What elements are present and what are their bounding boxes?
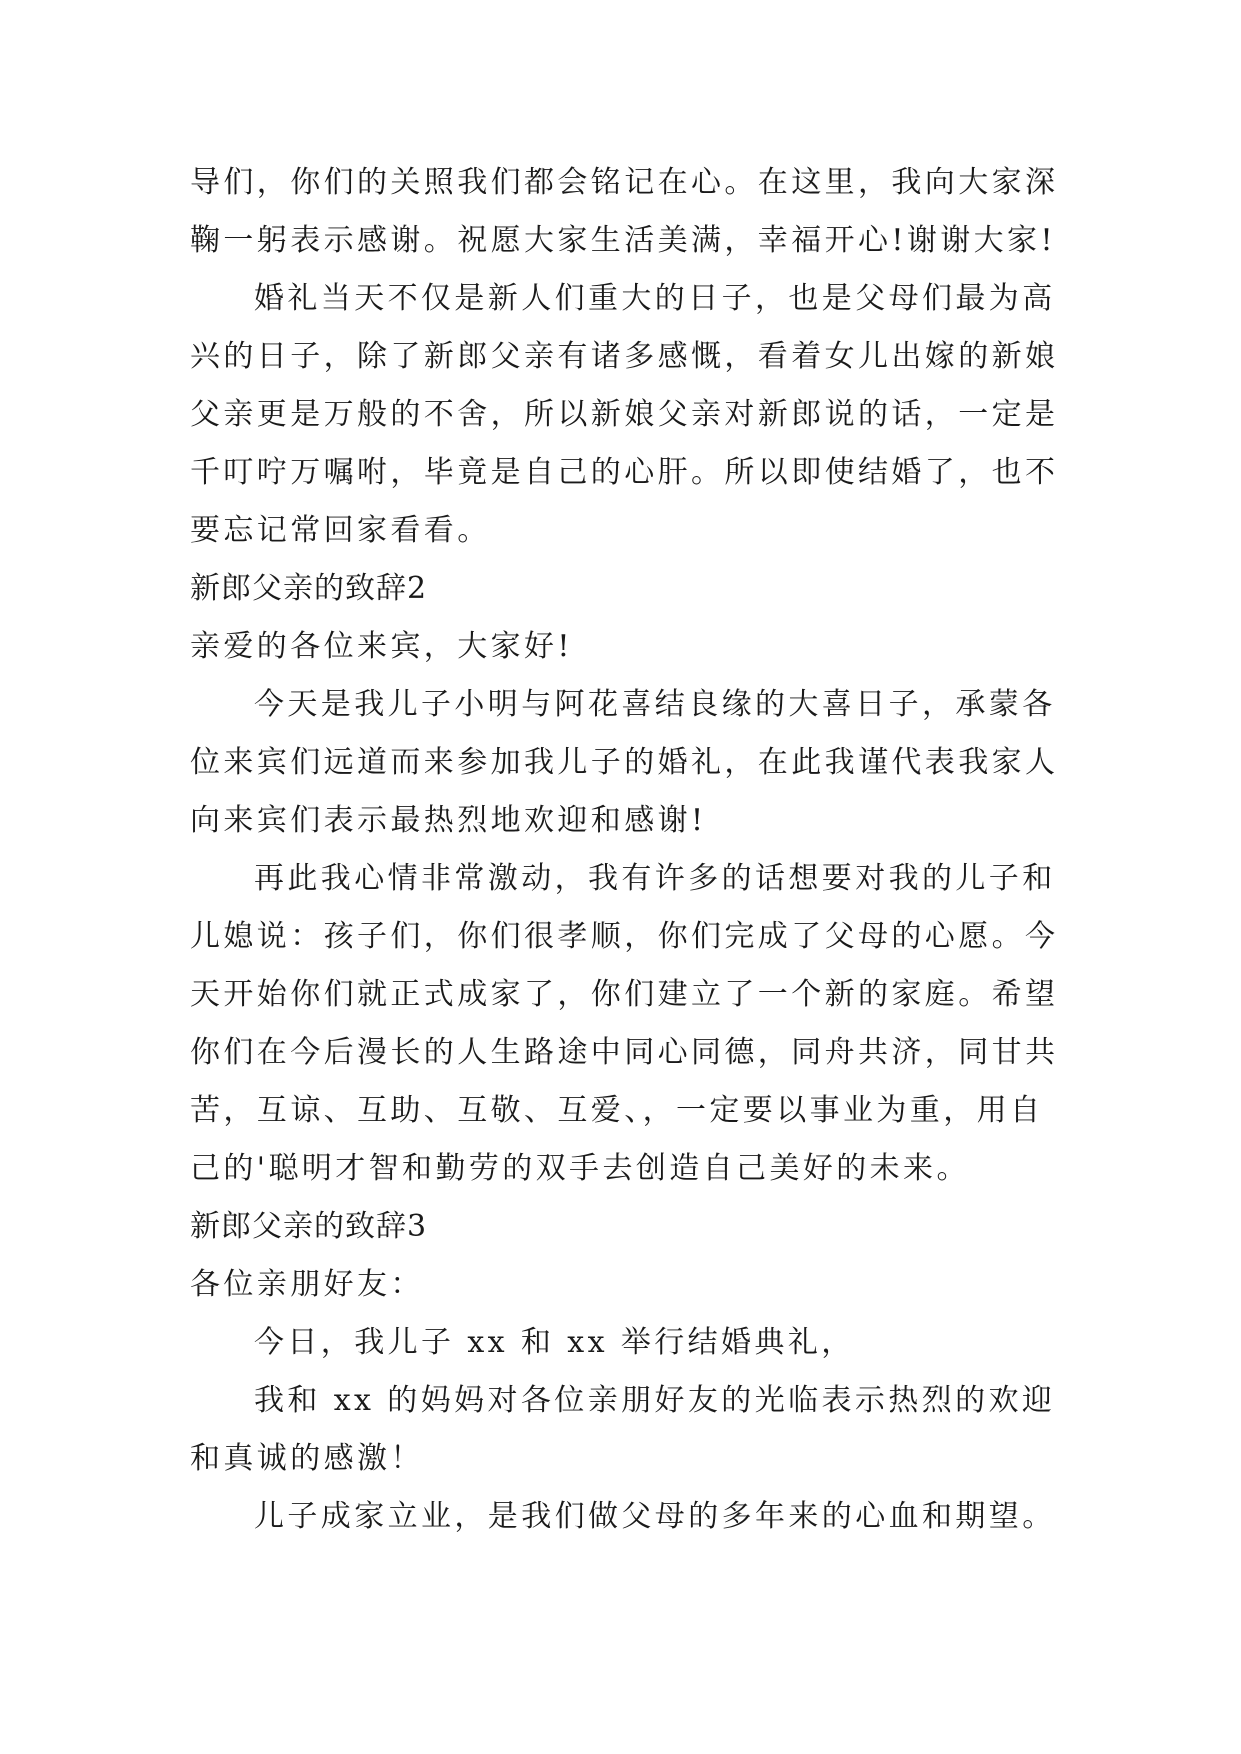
paragraph-line: 千叮咛万嘱咐，毕竟是自己的心肝。所以即使结婚了，也不 — [190, 455, 1059, 490]
paragraph-line: 父亲更是万般的不舍，所以新娘父亲对新郎说的话，一定是 — [190, 397, 1059, 432]
paragraph-line: 你们在今后漫长的人生路途中同心同德，同舟共济，同甘共 — [190, 1035, 1059, 1070]
paragraph-line: 和真诚的感激！ — [190, 1441, 424, 1476]
section-heading: 新郎父亲的致辞3 — [190, 1209, 428, 1244]
paragraph-line: 天开始你们就正式成家了，你们建立了一个新的家庭。希望 — [190, 977, 1059, 1012]
paragraph-line: 己的'聪明才智和勤劳的双手去创造自己美好的未来。 — [190, 1151, 970, 1186]
paragraph-line: 导们，你们的关照我们都会铭记在心。在这里，我向大家深 — [190, 165, 1059, 200]
paragraph-line: 再此我心情非常激动，我有许多的话想要对我的儿子和 — [254, 861, 1056, 896]
paragraph-line: 要忘记常回家看看。 — [190, 513, 491, 548]
paragraph-line: 我和 xx 的妈妈对各位亲朋好友的光临表示热烈的欢迎 — [254, 1383, 1056, 1418]
paragraph-line: 兴的日子，除了新郎父亲有诸多感慨，看着女儿出嫁的新娘 — [190, 339, 1059, 374]
paragraph-line: 儿媳说：孩子们，你们很孝顺，你们完成了父母的心愿。今 — [190, 919, 1059, 954]
paragraph-line: 今天是我儿子小明与阿花喜结良缘的大喜日子，承蒙各 — [254, 687, 1056, 722]
salutation-line: 各位亲朋好友： — [190, 1267, 424, 1302]
paragraph-line: 向来宾们表示最热烈地欢迎和感谢! — [190, 803, 707, 838]
paragraph-line: 苦，互谅、互助、互敬、互爱、，一定要以事业为重，用自 — [190, 1093, 1044, 1128]
paragraph-line: 鞠一躬表示感谢。祝愿大家生活美满，幸福开心!谢谢大家! — [190, 223, 1056, 258]
section-heading: 新郎父亲的致辞2 — [190, 571, 428, 606]
paragraph-line: 儿子成家立业，是我们做父母的多年来的心血和期望。 — [254, 1499, 1056, 1534]
paragraph-line: 位来宾们远道而来参加我儿子的婚礼，在此我谨代表我家人 — [190, 745, 1059, 780]
paragraph-line: 今日，我儿子 xx 和 xx 举行结婚典礼， — [254, 1325, 855, 1360]
salutation-line: 亲爱的各位来宾，大家好! — [190, 629, 573, 664]
paragraph-line: 婚礼当天不仅是新人们重大的日子，也是父母们最为高 — [254, 281, 1056, 316]
